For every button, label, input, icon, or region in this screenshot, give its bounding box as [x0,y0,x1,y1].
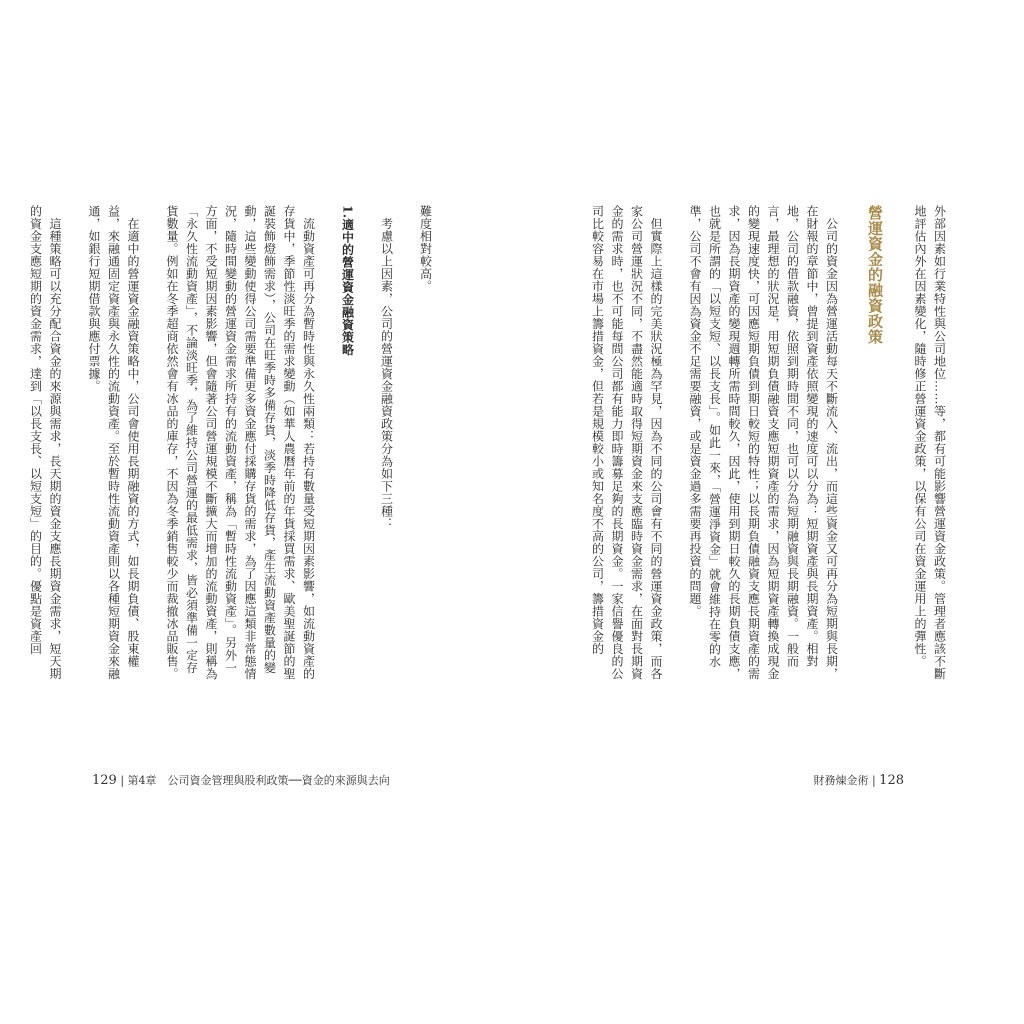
intro-paragraph: 外部因素如行業特性與公司地位……等，都有可能影響營運資金政策。管理者應該不斷地評估內外在因素變化，隨時修正營運資金政策，以保有公司在資金運用上的彈性。 [913,205,947,680]
right-page-footer [813,772,904,788]
body-paragraph: 考慮以上因素，公司的營運資金融資政策分為如下三種： [379,205,394,530]
left-page-footer [92,772,390,788]
section-heading: 營運資金的融資政策 [866,205,884,345]
footer-separator: | [120,774,125,787]
left-page [28,205,454,765]
chapter-title: 第4章 公司資金管理與股利政策──資金的來源與去向 [127,774,390,787]
page-number: 129 [92,773,117,788]
right-page-text-column [568,205,969,685]
subsection-heading: 1.適中的營運資金融資策略 [340,205,355,357]
left-page-text-column [6,205,455,685]
body-paragraph: 但實際上這樣的完美狀況極為罕見，因為不同的公司會有不同的營運資金政策，而各家公司營運狀況不同，不盡然能適時取得短期資金來支應臨時資金需求，在面對長期資金的需求時，也不可能每間公司都有能力即時籌募足夠的長期資金。一家信譽優良的公司比較容易在市場上籌措資金，但若是規模較小或知名度不高的公司，籌措資金的 [590,205,663,680]
body-paragraph: 公司的資金因為營運活動每天不斷流入、流出，而這些資金又可再分為短期與長期，在財報的章節中，曾提到資產依照變現的速度可以分為：短期資產與長期資產。相對地，公司的借款融資，依照到期時間不同，也可以分為短期融資與長期融資。一般而言，最理想的狀況是，用短期負債融資支應短期資產的需求，因為短期資產轉換成現金的變現速度快，可因應短期負債到期日較短的特性；以長期負債融資支應長期資產的需求，因為長期資產的變現週轉所需時間較久，因此，使用到期日較久的長期負債支應，也就是所謂的「以短支短、以長支長」。如此一來，「營運淨資金」就會維持在零的水準，公司不會有因為資金不足需要融資，或是資金過多需要再投資的問題。 [688,205,839,680]
book-title: 財務煉金術 [813,774,869,787]
footer-separator: | [871,774,876,787]
body-paragraph: 這種策略可以充分配合資金的來源與需求，長天期的資金支應長期資金需求，短天期的資金支應短期的資金需求，達到「以長支長、以短支短」的目的。優點是資產回 [28,205,62,680]
body-paragraph: 在適中的營運資金融資策略中，公司會使用長期融資的方式，如長期負債、股東權益，來融通固定資產與永久性的流動資產。至於暫時性流動資產則以各種短期資金來融通，如銀行短期借款與應付票據。 [87,205,140,680]
right-page [590,205,968,765]
body-paragraph: 難度相對較高。 [418,205,433,293]
page-number: 128 [879,773,904,788]
body-paragraph: 流動資產可再分為暫時性與永久性兩類：若持有數量受短期因素影響，如流動資產的存貨中，季節性淡旺季的需求變動（如華人農曆年前的年貨採買需求、歐美聖誕節的聖誕裝飾燈飾需求），公司在旺季時多備存貨，淡季時降低存貨，產生流動資產數量的變動，這些變動使得公司需要準備更多資金應付採購存貨的需求，為了因應這類非常態情況，隨時間變動的營運資金需求所持有的流動資產，稱為「暫時性流動資產」。另外一方面，不受短期因素影響，但會隨著公司營運規模不斷擴大而增加的流動資產，則稱為「永久性流動資產」，不論淡旺季，為了維持公司營運的最低需求，皆必須準備一定存貨數量。例如在冬季超商依然會有冰品的庫存，不因為冬季銷售較少而裁撤冰品販售。 [165,205,316,680]
